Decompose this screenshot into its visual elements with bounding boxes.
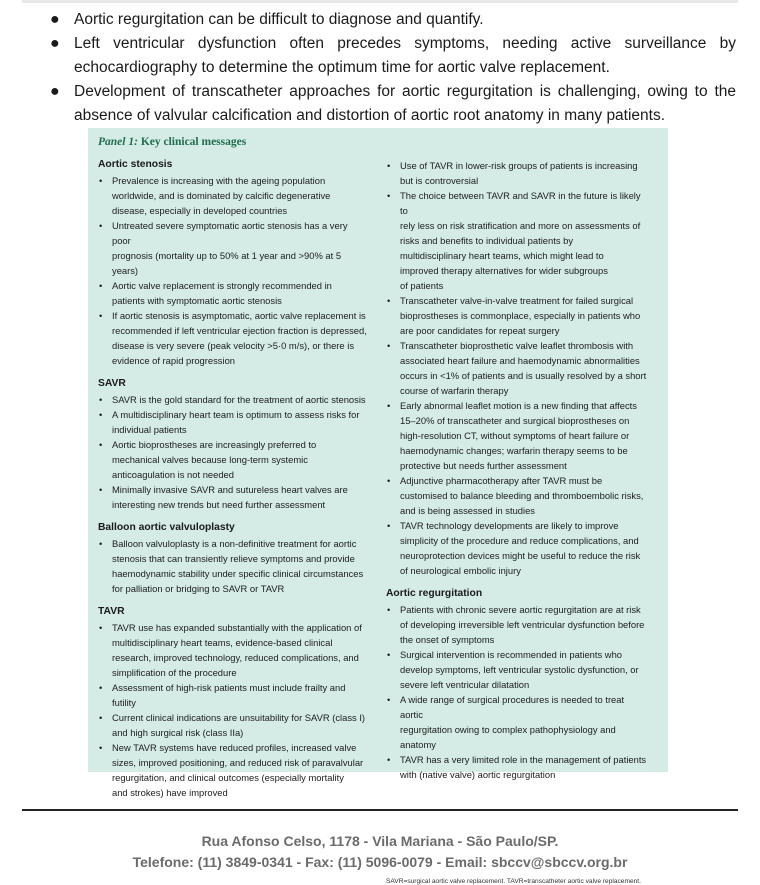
item-line: The choice between TAVR and SAVR in the future is likely to [400, 190, 641, 216]
item-line: anticoagulation is not needed [112, 469, 234, 480]
panel-right-column [378, 158, 658, 809]
list-item [386, 473, 648, 518]
list-item [98, 710, 368, 740]
panel-section [98, 377, 368, 512]
item-line: mechanical valves because long-term systemic [112, 454, 308, 465]
item-line: 15–20% of transcatheter and surgical bioprostheses on [400, 415, 630, 426]
item-line: patients with symptomatic aortic stenosis [112, 295, 282, 306]
panel-title-label: Panel 1: [98, 136, 138, 148]
list-item [386, 692, 648, 752]
item-line: for palliation or bridging to SAVR or TAVR [112, 583, 285, 594]
section-heading: Balloon aortic valvuloplasty [98, 522, 235, 533]
item-line: are poor candidates for repeat surgery [400, 325, 560, 336]
item-line: interesting new trends but need further assessment [112, 499, 326, 510]
list-item [386, 338, 648, 398]
panel-footnote: SAVR=surgical aortic valve replacement. TAVR=transcatheter aortic valve replacement. [386, 878, 641, 885]
bullet-icon: • [99, 394, 103, 405]
panel-section [386, 158, 648, 578]
item-line: simplification of the procedure [112, 667, 237, 678]
list-item [386, 398, 648, 473]
list-item [98, 482, 368, 512]
item-line: Balloon valvuloplasty is a non-definitive treatment for aortic [112, 538, 357, 549]
item-line: Patients with chronic severe aortic regurgitation are at risk [400, 604, 641, 615]
bullet-icon: • [99, 409, 103, 420]
item-line: multidisciplinary heart teams, which might lead to [400, 250, 604, 261]
list-item [98, 740, 368, 800]
bullet-icon: • [99, 310, 103, 321]
item-line: multidisciplinary heart teams, evidence-based clinical [112, 637, 333, 648]
list-item [98, 308, 368, 368]
item-line: develop symptoms, left ventricular systolic dysfunction, or [400, 664, 639, 675]
panel-left-column [98, 158, 378, 809]
panel-section [98, 158, 368, 368]
item-line: occurs in <1% of patients and is usually resolved by a short [400, 370, 647, 381]
bullet-icon: • [99, 484, 103, 495]
footer-address: Rua Afonso Celso, 1178 - Vila Mariana - São Paulo/SP. [201, 833, 559, 849]
item-line: Early abnormal leaflet motion is a new finding that affects [400, 400, 637, 411]
item-line: Transcatheter bioprosthetic valve leaflet thrombosis with [400, 340, 634, 351]
item-line: Adjunctive pharmacotherapy after TAVR must be [400, 475, 603, 486]
item-line: SAVR is the gold standard for the treatment of aortic stenosis [112, 394, 366, 405]
bullet-icon: • [99, 280, 103, 291]
list-item [386, 518, 648, 578]
intro-bullet-text: Left ventricular dysfunction often precedes symptoms, needing active surveillance by echocardiography to determine the optimum time for aortic valve replacement. [74, 35, 736, 76]
bullet-icon: • [387, 694, 391, 705]
list-item [98, 620, 368, 680]
item-line: associated heart failure and haemodynamic abnormalities [400, 355, 640, 366]
item-line: simplicity of the procedure and reduce complications, and [400, 535, 639, 546]
bullet-icon: • [387, 295, 391, 306]
item-line: sizes, improved positioning, and reduced risk of paravalvular [112, 757, 364, 768]
item-line: disease, especially in developed countries [112, 205, 288, 216]
footer-divider [22, 809, 738, 811]
panel-section [98, 521, 368, 596]
list-item [98, 218, 368, 278]
item-line: haemodynamic stability under specific clinical circumstances [112, 568, 364, 579]
bullet-icon: • [99, 712, 103, 723]
item-line: protective but needs further assessment [400, 460, 567, 471]
item-line: haemodynamic changes; warfarin therapy seems to be [400, 445, 628, 456]
item-line: rely less on risk stratification and more on assessments of [400, 220, 641, 231]
list-item [98, 680, 368, 710]
bullet-icon: • [99, 538, 103, 549]
section-item-list [98, 392, 368, 512]
section-heading: SAVR [98, 378, 126, 389]
item-line: futility [112, 697, 136, 708]
list-item [386, 158, 648, 188]
item-line: and is being assessed in studies [400, 505, 535, 516]
item-line: customised to balance bleeding and thromboembolic risks, [400, 490, 644, 501]
intro-bullet [50, 80, 736, 128]
list-item [386, 647, 648, 692]
item-line: and high surgical risk (class IIa) [112, 727, 244, 738]
list-item [98, 392, 368, 407]
bullet-icon: • [99, 622, 103, 633]
item-line: stenosis that can transiently relieve symptoms and provide [112, 553, 355, 564]
intro-bullet-list [50, 8, 736, 128]
item-line: A multidisciplinary heart team is optimum to assess risks for [112, 409, 360, 420]
item-line: New TAVR systems have reduced profiles, increased valve [112, 742, 357, 753]
bullet-icon: • [99, 439, 103, 450]
list-item [98, 437, 368, 482]
panel-section [98, 605, 368, 800]
footer-contact: Telefone: (11) 3849-0341 - Fax: (11) 5096-0079 - Email: sbccv@sbccv.org.br [132, 854, 628, 870]
intro-bullet [50, 32, 736, 80]
bullet-icon: • [387, 604, 391, 615]
item-line: evidence of rapid progression [112, 355, 235, 366]
item-line: prognosis (mortality up to 50% at 1 year and >90% at 5 years) [112, 250, 342, 276]
item-line: Untreated severe symptomatic aortic stenosis has a very poor [112, 220, 348, 246]
panel-section [386, 587, 648, 782]
intro-bullet-text: Aortic regurgitation can be difficult to diagnose and quantify. [74, 11, 484, 28]
item-line: but is controversial [400, 175, 479, 186]
bullet-icon: • [387, 340, 391, 351]
item-line: TAVR technology developments are likely to improve [400, 520, 619, 531]
list-item [98, 278, 368, 308]
bullet-icon: • [387, 400, 391, 411]
item-line: with (native valve) aortic regurgitation [400, 769, 556, 780]
bullet-icon: ● [50, 83, 60, 100]
item-line: high-resolution CT, without symptoms of heart failure or [400, 430, 630, 441]
item-line: risks and benefits to individual patients by [400, 235, 574, 246]
item-line: Current clinical indications are unsuitability for SAVR (class I) [112, 712, 366, 723]
section-heading: Aortic regurgitation [386, 588, 483, 599]
item-line: Aortic bioprostheses are increasingly preferred to [112, 439, 317, 450]
item-line: course of warfarin therapy [400, 385, 509, 396]
section-item-list [98, 620, 368, 800]
bullet-icon: • [387, 754, 391, 765]
item-line: recommended if left ventricular ejection fraction is depressed, [112, 325, 367, 336]
item-line: bioprostheses is commonplace, especially in patients who [400, 310, 641, 321]
section-item-list [98, 173, 368, 368]
item-line: individual patients [112, 424, 187, 435]
item-line: Surgical intervention is recommended in patients who [400, 649, 622, 660]
list-item [98, 173, 368, 218]
panel-title [98, 136, 658, 148]
section-heading: TAVR [98, 606, 125, 617]
item-line: regurgitation owing to complex pathophysiology and anatomy [400, 724, 616, 750]
bullet-icon: ● [50, 35, 60, 52]
section-item-list [386, 158, 648, 578]
section-item-list [98, 536, 368, 596]
item-line: If aortic stenosis is asymptomatic, aortic valve replacement is [112, 310, 366, 321]
list-item [98, 536, 368, 596]
bullet-icon: • [99, 175, 103, 186]
item-line: and strokes) have improved [112, 787, 228, 798]
bullet-icon: • [387, 649, 391, 660]
item-line: of neurological embolic injury [400, 565, 521, 576]
bullet-icon: • [387, 160, 391, 171]
bullet-icon: • [99, 220, 103, 231]
item-line: improved therapy alternatives for wider subgroups [400, 265, 608, 276]
item-line: Transcatheter valve-in-valve treatment for failed surgical [400, 295, 634, 306]
list-item [386, 188, 648, 293]
item-line: the onset of symptoms [400, 634, 495, 645]
section-item-list [386, 602, 648, 782]
item-line: Aortic valve replacement is strongly recommended in [112, 280, 332, 291]
item-line: severe left ventricular dilatation [400, 679, 530, 690]
item-line: Assessment of high-risk patients must include frailty and [112, 682, 346, 693]
item-line: of developing irreversible left ventricular dysfunction before [400, 619, 645, 630]
bullet-icon: • [99, 682, 103, 693]
bullet-icon: ● [50, 11, 60, 28]
bullet-icon: • [387, 475, 391, 486]
item-line: TAVR has a very limited role in the management of patients [400, 754, 647, 765]
item-line: worldwide, and is dominated by calcific degenerative [112, 190, 331, 201]
section-heading: Aortic stenosis [98, 159, 173, 170]
item-line: disease is very severe (peak velocity >5·0 m/s), or there is [112, 340, 355, 351]
bullet-icon: • [99, 742, 103, 753]
panel-title-text: Key clinical messages [140, 136, 247, 148]
item-line: Minimally invasive SAVR and sutureless heart valves are [112, 484, 348, 495]
item-line: regurgitation, and clinical outcomes (especially mortality [112, 772, 344, 783]
list-item [386, 293, 648, 338]
intro-bullet-text: Development of transcatheter approaches for aortic regurgitation is challenging, owing to the absence of valvular calcification and distortion of aortic root anatomy in many patients. [74, 83, 736, 124]
item-line: A wide range of surgical procedures is needed to treat aortic [400, 694, 625, 720]
list-item [98, 407, 368, 437]
item-line: research, improved technology, reduced complications, and [112, 652, 359, 663]
bullet-icon: • [387, 190, 391, 201]
panel-columns [98, 158, 658, 809]
intro-bullet [50, 8, 736, 32]
item-line: Prevalence is increasing with the ageing population [112, 175, 326, 186]
item-line: of patients [400, 280, 444, 291]
top-divider [22, 0, 738, 3]
list-item [386, 752, 648, 782]
item-line: Use of TAVR in lower-risk groups of patients is increasing [400, 160, 638, 171]
bullet-icon: • [387, 520, 391, 531]
list-item [386, 602, 648, 647]
item-line: TAVR use has expanded substantially with the application of [112, 622, 362, 633]
item-line: neuroprotection devices might be useful to reduce the risk [400, 550, 641, 561]
